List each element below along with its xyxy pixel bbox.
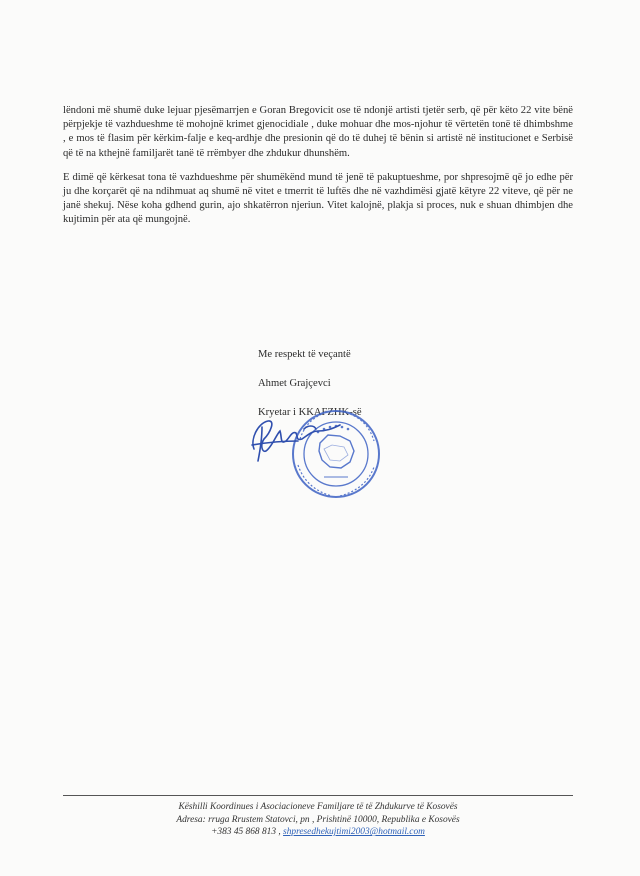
closing-salutation: Me respekt të veçantë (258, 349, 351, 360)
official-stamp-icon (293, 411, 379, 497)
footer-phone: +383 45 868 813 , (211, 827, 281, 838)
signature-and-stamp (240, 405, 400, 505)
footer-address: Adresa: rruga Rrustem Statovci, pn , Prishtinë 10000, Republika e Kosovës (176, 814, 460, 825)
footer-divider (63, 795, 573, 796)
handwritten-signature-icon (252, 421, 340, 461)
signer-title: Kryetar i KKAFZHK-së (258, 407, 362, 418)
signer-name: Ahmet Grajçevci (258, 378, 331, 389)
body-paragraph-2: E dimë që kërkesat tona të vazhdueshme për shumëkënd mund të jenë të pakuptueshme, por shpresojmë që jo edhe për ju dhe korçarët që na ndihmuat aq shumë në vitet e tmerrit të luftës dhe në vazhdimësi gjatë këtyre 22 viteve, që për ne janë shekuj. Nëse koha gdhend gurin, ajo shkatërron njeriun. Vitet kalojnë, plakja si proces, nuk e shuan dhimbjen dhe kujtimin për ata që mungojnë. (63, 171, 573, 226)
letterhead-footer (63, 801, 573, 839)
body-paragraph-1: lëndoni më shumë duke lejuar pjesëmarrjen e Goran Bregovicit ose të ndonjë artisti tjetër serb, që për këto 22 vite bënë përpjekje të vazhdueshme të mohojnë krimet gjenocidiale , duke mohuar dhe mos-njohur të vërtetën tonë të dhimbshme , e mos të flasim për kërkim-falje e keq-ardhje dhe presionin që do të duhej të bënin si artistë në institucionet e Serbisë që të na kthejnë familjarët tanë të rrëmbyer dhe zhdukur dhunshëm. (63, 105, 573, 159)
footer-organization: Këshilli Koordinues i Asociacioneve Familjare të të Zhdukurve të Kosovës (178, 802, 458, 812)
footer-contact (63, 826, 573, 839)
stamp-graphic (240, 405, 400, 505)
letter-body (63, 104, 573, 238)
footer-email-link[interactable]: shpresedhekujtimi2003@hotmail.com (283, 827, 425, 838)
